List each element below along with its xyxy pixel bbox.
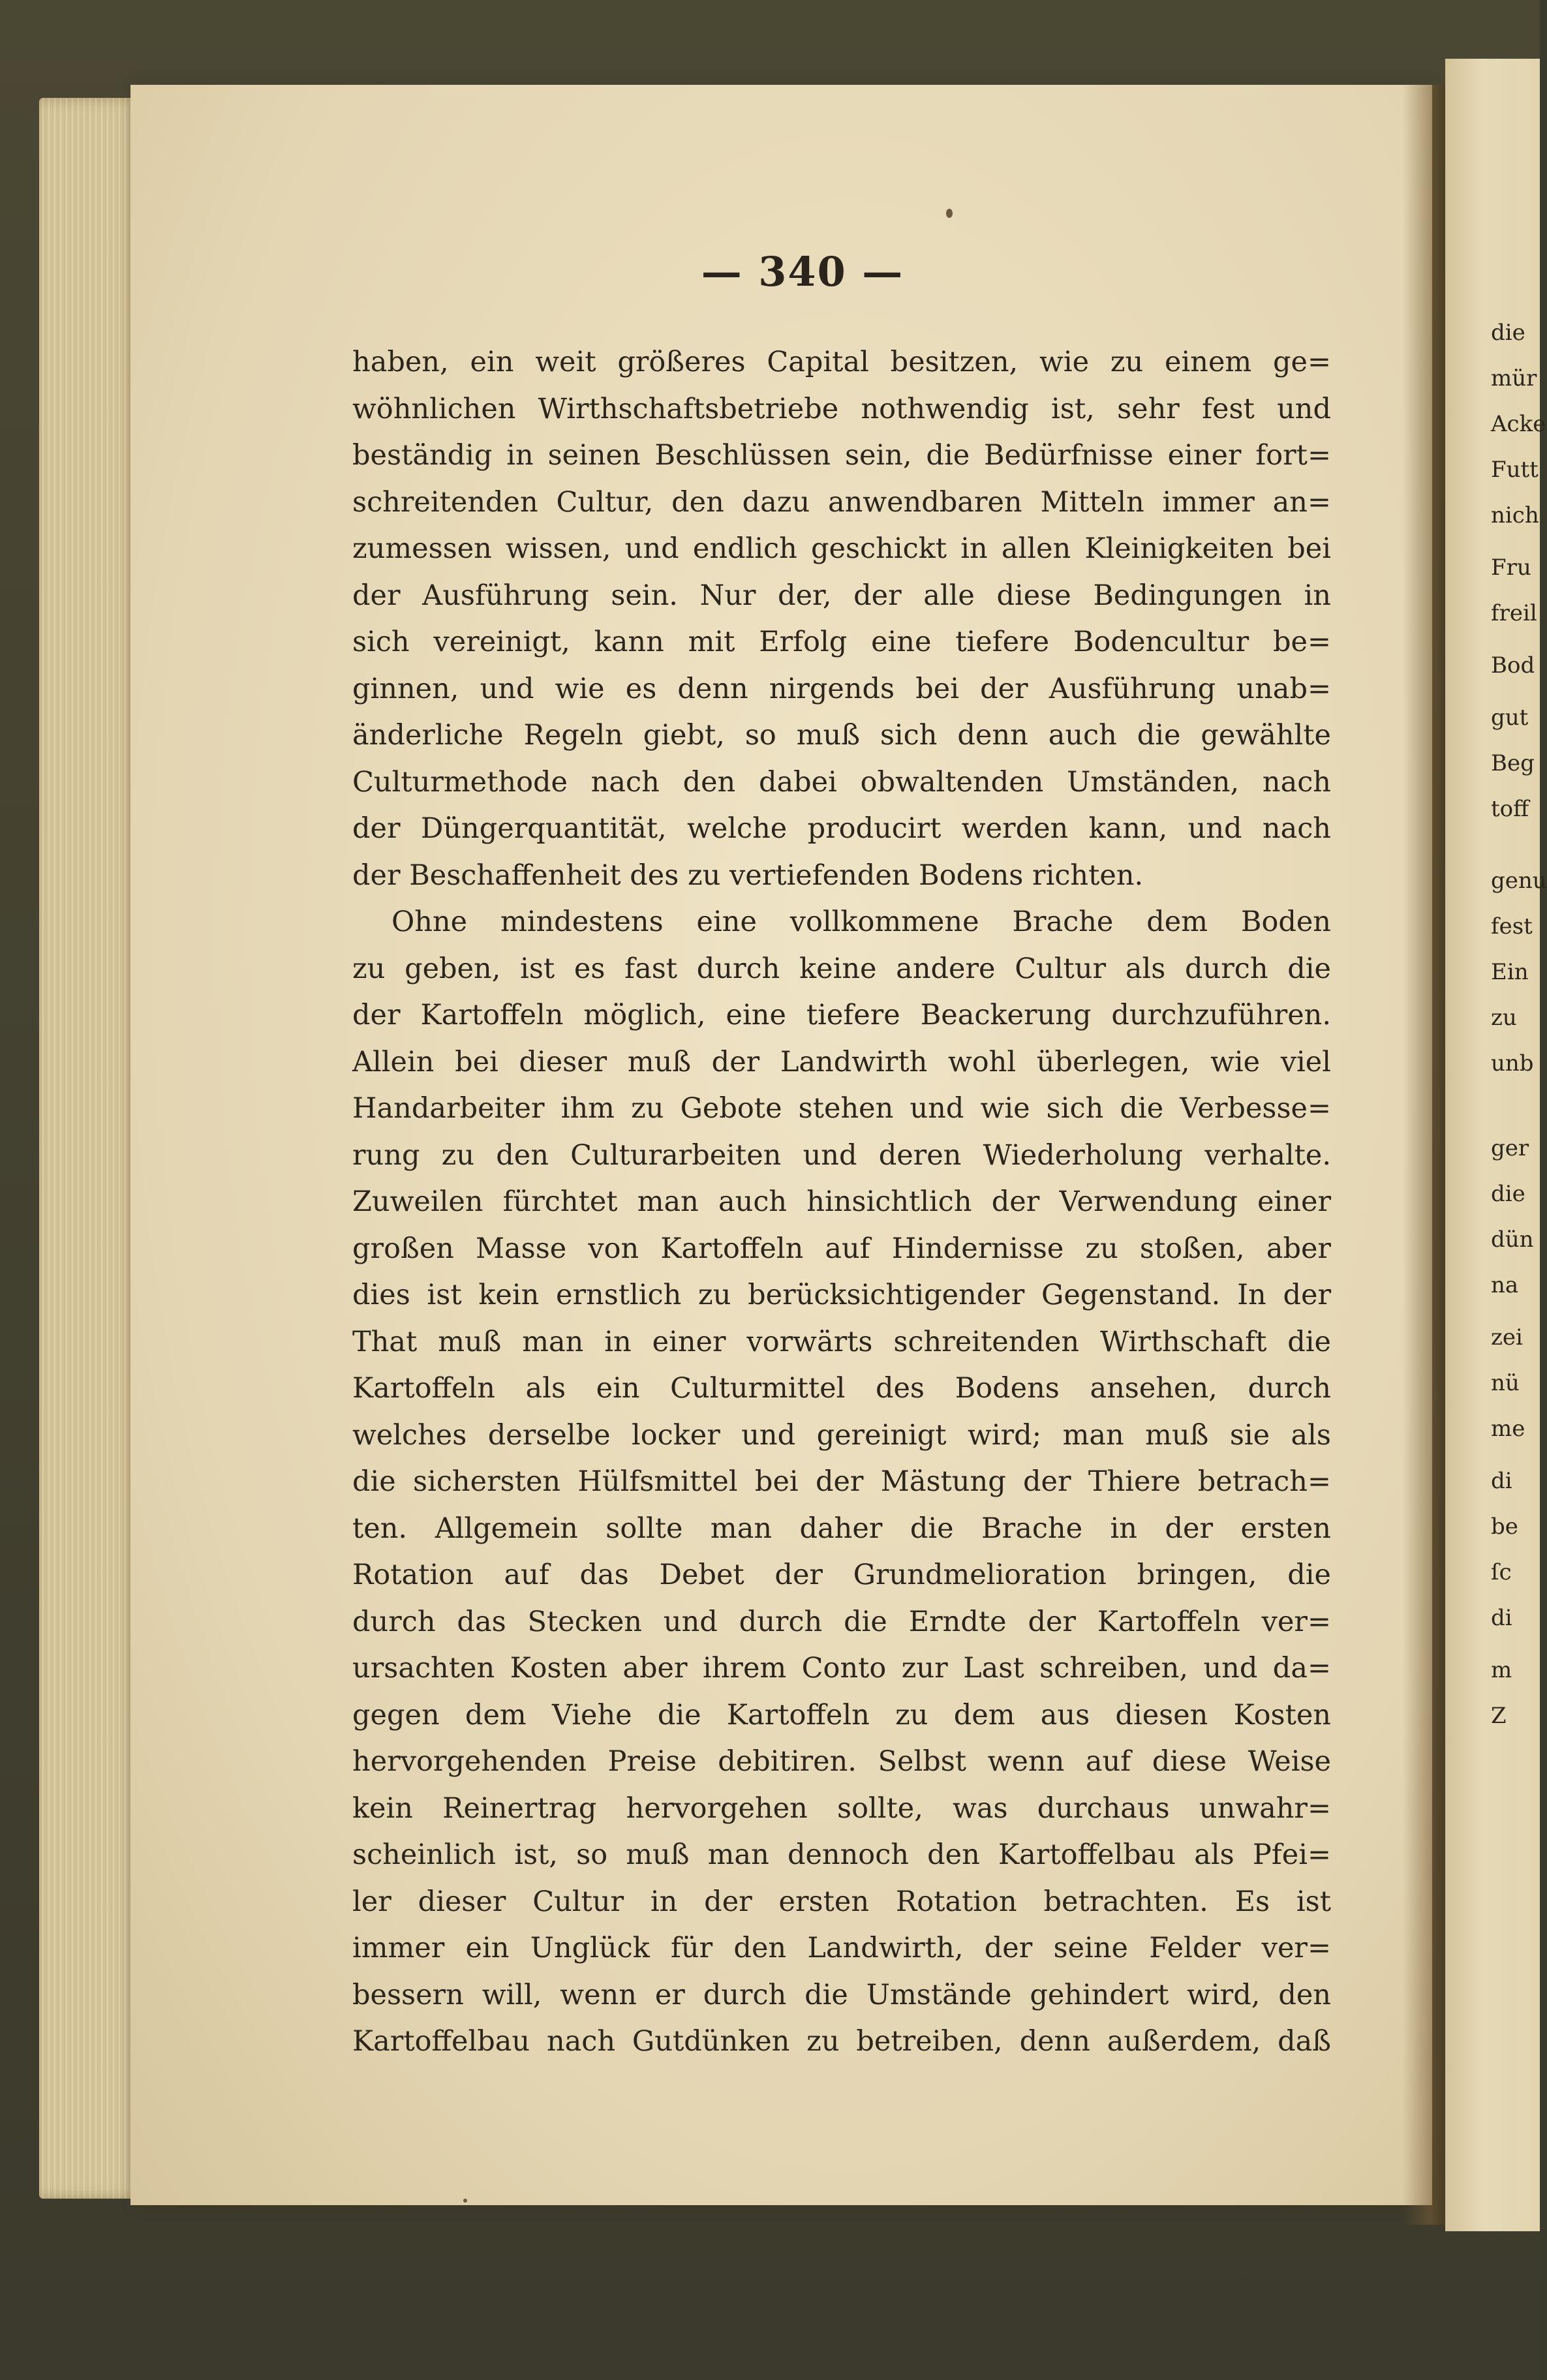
text-line: Ohne mindestens eine vollkommene Brache dem Boden	[391, 906, 1331, 938]
text-line: sich vereinigt, kann mit Erfolg eine tiefere Bodencultur be=	[352, 626, 1331, 658]
margin-fragment: mür	[1491, 365, 1537, 391]
text-line: That muß man in einer vorwärts schreitenden Wirthschaft die	[352, 1325, 1331, 1358]
text-line: haben, ein weit größeres Capital besitzen, wie zu einem ge=	[352, 346, 1331, 378]
text-line: durch das Stecken und durch die Erndte der Kartoffeln ver=	[352, 1605, 1331, 1638]
text-line: immer ein Unglück für den Landwirth, der seine Felder ver=	[352, 1932, 1331, 1964]
margin-fragment: na	[1491, 1272, 1519, 1298]
text-line: Allein bei dieser muß der Landwirth wohl überlegen, wie viel	[352, 1045, 1331, 1078]
margin-fragment: nü	[1491, 1370, 1520, 1396]
margin-fragment: gut	[1491, 705, 1529, 731]
margin-fragment: zei	[1491, 1324, 1523, 1350]
text-line: zumessen wissen, und endlich geschickt in allen Kleinigkeiten bei	[352, 532, 1331, 565]
text-line: ler dieser Cultur in der ersten Rotation betrachten. Es ist	[352, 1885, 1331, 1918]
margin-fragment: Fru	[1491, 555, 1531, 581]
margin-fragment: Beg	[1491, 750, 1535, 776]
margin-fragment: fest	[1491, 913, 1533, 939]
text-line: änderliche Regeln giebt, so muß sich denn auch die gewählte	[352, 719, 1331, 752]
text-line: ten. Allgemein sollte man daher die Brache in der ersten	[352, 1512, 1331, 1545]
margin-fragment: freil	[1491, 600, 1537, 626]
text-line: wöhnlichen Wirthschaftsbetriebe nothwendig ist, sehr fest und	[352, 392, 1331, 425]
text-line: ginnen, und wie es denn nirgends bei der Ausführung unab=	[352, 672, 1331, 705]
text-line: der Beschaffenheit des zu vertiefenden Bodens richten.	[352, 859, 1144, 892]
text-line: ursachten Kosten aber ihrem Conto zur Last schreiben, und da=	[352, 1652, 1331, 1685]
text-line: scheinlich ist, so muß man dennoch den Kartoffelbau als Pfei=	[352, 1838, 1331, 1871]
page-number: — 340 —	[701, 248, 904, 296]
body-text	[352, 339, 1331, 2066]
margin-fragment: di	[1491, 1605, 1512, 1631]
text-line: schreitenden Cultur, den dazu anwendbaren Mitteln immer an=	[352, 485, 1331, 519]
margin-fragment: Z	[1491, 1703, 1507, 1729]
margin-fragment: Bod	[1491, 652, 1535, 679]
text-line: Kartoffeln als ein Culturmittel des Bodens ansehen, durch	[352, 1372, 1331, 1405]
paper-speck	[463, 2199, 467, 2203]
text-line: dies ist kein ernstlich zu berücksichtigender Gegenstand. In der	[352, 1279, 1331, 1311]
text-line: rung zu den Culturarbeiten und deren Wiederholung verhalte.	[352, 1138, 1331, 1172]
text-line: Rotation auf das Debet der Grundmelioration bringen, die	[352, 1559, 1331, 1591]
margin-fragment: m	[1491, 1657, 1512, 1683]
text-line: der Kartoffeln möglich, eine tiefere Beackerung durchzuführen.	[352, 999, 1331, 1031]
text-line: bessern will, wenn er durch die Umstände gehindert wird, den	[352, 1978, 1331, 2011]
text-line: gegen dem Viehe die Kartoffeln zu dem aus diesen Kosten	[352, 1698, 1331, 1732]
text-line: die sichersten Hülfsmittel bei der Mästung der Thiere betrach=	[352, 1465, 1331, 1498]
text-line: hervorgehenden Preise debitiren. Selbst wenn auf diese Weise	[352, 1745, 1331, 1778]
text-line: kein Reinertrag hervorgehen sollte, was durchaus unwahr=	[352, 1792, 1331, 1825]
margin-fragment: unb	[1491, 1050, 1534, 1076]
text-line: beständig in seinen Beschlüssen sein, die Bedürfnisse einer fort=	[352, 439, 1331, 472]
book-gutter	[1403, 85, 1448, 2225]
margin-fragment: be	[1491, 1514, 1518, 1540]
paper-speck	[946, 209, 953, 218]
margin-fragment: nich	[1491, 502, 1539, 528]
margin-fragment: toff	[1491, 796, 1529, 822]
text-line: welches derselbe locker und gereinigt wird; man muß sie als	[352, 1418, 1331, 1452]
margin-fragment: Futt	[1491, 457, 1539, 483]
margin-fragment: ſc	[1491, 1559, 1512, 1585]
margin-fragment: dün	[1491, 1227, 1534, 1253]
margin-fragment: ger	[1491, 1135, 1529, 1161]
margin-fragment: genu	[1491, 868, 1547, 894]
text-line: Culturmethode nach den dabei obwaltenden Umständen, nach	[352, 765, 1331, 799]
text-line: Kartoffelbau nach Gutdünken zu betreiben, denn außerdem, daß	[352, 2025, 1331, 2058]
text-line: Zuweilen fürchtet man auch hinsichtlich der Verwendung einer	[352, 1185, 1331, 1218]
text-line: Handarbeiter ihm zu Gebote stehen und wie sich die Verbesse=	[352, 1092, 1331, 1125]
book-page-edges	[39, 98, 137, 2199]
margin-fragment: die	[1491, 1181, 1525, 1207]
margin-fragment: Ein	[1491, 959, 1529, 985]
text-line: der Ausführung sein. Nur der, der alle diese Bedingungen in	[352, 579, 1331, 612]
margin-fragment: di	[1491, 1468, 1512, 1494]
margin-fragment: me	[1491, 1416, 1525, 1442]
text-line: großen Masse von Kartoffeln auf Hindernisse zu stoßen, aber	[352, 1232, 1331, 1265]
margin-fragment: die	[1491, 320, 1525, 346]
margin-fragment: zu	[1491, 1005, 1517, 1031]
text-line: der Düngerquantität, welche producirt werden kann, und nach	[352, 812, 1331, 845]
margin-fragment: Acke	[1491, 411, 1546, 437]
text-line: zu geben, ist es fast durch keine andere Cultur als durch die	[352, 952, 1331, 985]
